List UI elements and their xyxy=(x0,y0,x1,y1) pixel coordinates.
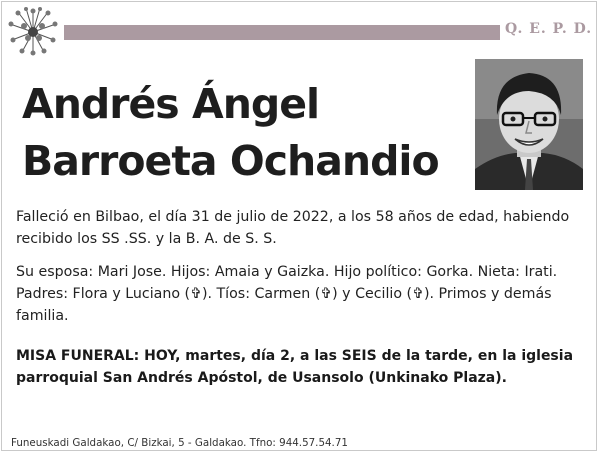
qepd-label: Q. E. P. D. xyxy=(505,21,593,37)
portrait-photo xyxy=(475,59,583,190)
header-bar xyxy=(64,25,500,40)
name-line-1: Andrés Ángel xyxy=(22,80,320,128)
death-notice-paragraph: Falleció en Bilbao, el día 31 de julio de 2022, a los 58 años de edad, habiendo recibido los SS .SS. y la B. A. de S. S. xyxy=(16,209,570,247)
funeral-mass-paragraph: MISA FUNERAL: HOY, martes, día 2, a las SEIS de la tarde, en la iglesia parroquial San Andrés Apóstol, de Usansolo (Unkinako Plaza). xyxy=(16,348,574,386)
flower-bouquet-icon xyxy=(6,6,60,56)
deceased-name xyxy=(22,76,462,190)
funeral-home-footer: Funeuskadi Galdakao, C/ Bizkai, 5 - Galdakao. Tfno: 944.57.54.71 xyxy=(11,437,348,449)
name-line-2: Barroeta Ochandio xyxy=(22,137,439,185)
family-paragraph: Su esposa: Mari Jose. Hijos: Amaia y Gaizka. Hijo político: Gorka. Nieta: Irati. Padres: Flora y Luciano (✞). Tíos: Carmen (✞) y Cecilio (✞). Primos y demás familia. xyxy=(16,264,558,324)
obituary-card xyxy=(1,1,597,451)
